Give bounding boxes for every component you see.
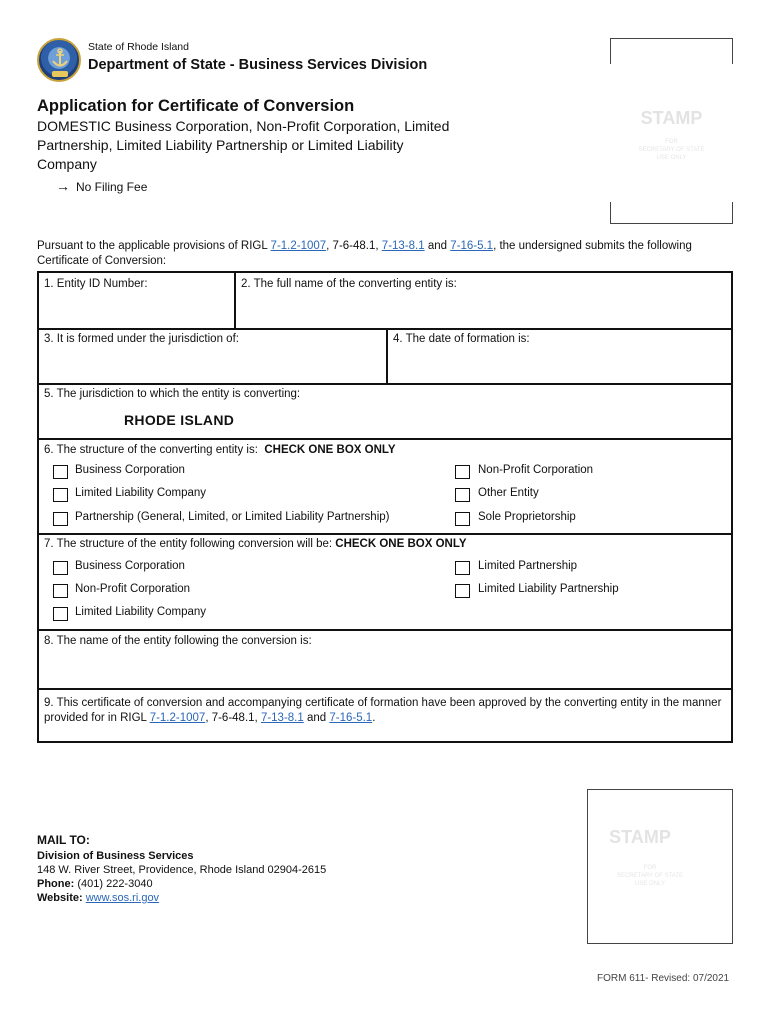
approval-text-2: , 7-6-48.1, bbox=[205, 712, 261, 724]
target-jurisdiction-value: RHODE ISLAND bbox=[124, 412, 235, 428]
option-7-llc: Limited Liability Company bbox=[75, 606, 207, 618]
formation-date-label: 4. The date of formation is: bbox=[393, 333, 530, 345]
filing-fee-note bbox=[56, 178, 147, 194]
section-6-text: 6. The structure of the converting entity is: bbox=[44, 444, 258, 456]
rigl-link-7-13-8-1-b[interactable]: 7-13-8.1 bbox=[260, 712, 304, 724]
approval-text-4: . bbox=[372, 712, 376, 724]
stamp-note-bottom-3: USE ONLY bbox=[635, 881, 665, 887]
stamp-note-bottom-1: FOR bbox=[643, 865, 657, 871]
intro-text-4: , the undersigned submits the following Certificate of Conversion: bbox=[37, 240, 692, 267]
website-link[interactable]: www.sos.ri.gov bbox=[85, 892, 160, 904]
mail-website-line bbox=[37, 891, 326, 905]
intro-text-3: and bbox=[424, 240, 451, 252]
mail-division: Division of Business Services bbox=[37, 850, 194, 862]
option-6-sole-proprietorship: Sole Proprietorship bbox=[478, 511, 576, 523]
entity-id-label: 1. Entity ID Number: bbox=[44, 278, 148, 290]
intro-text-1: Pursuant to the applicable provisions of RIGL bbox=[37, 240, 271, 252]
intro-paragraph bbox=[37, 239, 713, 269]
checkbox-6-partnership[interactable] bbox=[53, 512, 68, 526]
option-7-limited-partnership: Limited Partnership bbox=[478, 560, 578, 572]
rigl-link-7-1-2-1007[interactable]: 7-1.2-1007 bbox=[270, 240, 327, 252]
section-6-label bbox=[44, 444, 396, 456]
page-title: Application for Certificate of Conversion bbox=[37, 97, 355, 115]
stamp-note-2: SECRETARY OF STATE bbox=[638, 147, 705, 153]
option-7-business-corporation: Business Corporation bbox=[75, 560, 185, 572]
stamp-label-bottom: STAMP bbox=[609, 827, 671, 847]
checkbox-6-business-corporation[interactable] bbox=[53, 465, 68, 479]
checkbox-7-llc[interactable] bbox=[53, 607, 68, 621]
arrow-right-icon: → bbox=[56, 178, 70, 194]
page-subtitle: DOMESTIC Business Corporation, Non-Profit Corporation, Limited Partnership, Limited Liability Partnership or Limited Liability Company bbox=[37, 118, 450, 172]
option-7-llp: Limited Liability Partnership bbox=[478, 583, 619, 595]
new-entity-name-label: 8. The name of the entity following the conversion is: bbox=[44, 635, 312, 647]
checkbox-7-non-profit-corporation[interactable] bbox=[53, 584, 68, 598]
option-6-partnership: Partnership (General, Limited, or Limited Liability Partnership) bbox=[75, 511, 390, 523]
formation-date-field[interactable] bbox=[390, 348, 728, 380]
conversion-form bbox=[37, 271, 733, 743]
checkbox-6-llc[interactable] bbox=[53, 488, 68, 502]
checkbox-6-non-profit-corporation[interactable] bbox=[455, 465, 470, 479]
mail-phone-line bbox=[37, 877, 326, 891]
checkbox-7-llp[interactable] bbox=[455, 584, 470, 598]
new-entity-name-field[interactable] bbox=[41, 651, 729, 686]
rigl-link-7-16-5-1-b[interactable]: 7-16-5.1 bbox=[329, 712, 373, 724]
section-7-text: 7. The structure of the entity following conversion will be: bbox=[44, 538, 333, 550]
section-6-instruction: CHECK ONE BOX ONLY bbox=[264, 444, 396, 456]
phone-label: Phone: bbox=[37, 878, 75, 890]
website-label: Website: bbox=[37, 892, 83, 904]
intro-text-2: , 7-6-48.1, bbox=[326, 240, 382, 252]
mail-to-block bbox=[37, 833, 326, 905]
phone-value: (401) 222-3040 bbox=[77, 878, 153, 890]
anchor-icon bbox=[51, 48, 69, 70]
option-7-non-profit-corporation: Non-Profit Corporation bbox=[75, 583, 191, 595]
state-seal-logo bbox=[37, 38, 81, 82]
state-name: State of Rhode Island bbox=[88, 41, 189, 53]
rigl-link-7-1-2-1007-b[interactable]: 7-1.2-1007 bbox=[149, 712, 206, 724]
option-6-non-profit-corporation: Non-Profit Corporation bbox=[478, 464, 594, 476]
checkbox-7-limited-partnership[interactable] bbox=[455, 561, 470, 575]
option-6-llc: Limited Liability Company bbox=[75, 487, 207, 499]
checkbox-7-business-corporation[interactable] bbox=[53, 561, 68, 575]
seal-banner bbox=[52, 71, 68, 77]
stamp-note-1: FOR bbox=[665, 139, 678, 145]
stamp-box-top bbox=[610, 38, 733, 224]
jurisdiction-label: 3. It is formed under the jurisdiction of: bbox=[44, 333, 239, 345]
approval-text-3: and bbox=[303, 712, 330, 724]
stamp-note-3: USE ONLY bbox=[656, 155, 687, 161]
approval-text-1: 9. This certificate of conversion and accompanying certificate of formation have been approved by the converting entity in the manner provided for in RIGL bbox=[44, 697, 722, 724]
mail-to-heading: MAIL TO: bbox=[37, 833, 90, 847]
converting-entity-name-field[interactable] bbox=[238, 293, 728, 325]
checkbox-6-other-entity[interactable] bbox=[455, 488, 470, 502]
stamp-note-bottom-2: SECRETARY OF STATE bbox=[616, 873, 684, 879]
jurisdiction-field[interactable] bbox=[41, 348, 383, 380]
checkbox-6-sole-proprietorship[interactable] bbox=[455, 512, 470, 526]
rigl-link-7-16-5-1[interactable]: 7-16-5.1 bbox=[450, 240, 494, 252]
stamp-box-bottom bbox=[587, 789, 733, 944]
form-revision-footer: FORM 611- Revised: 07/2021 bbox=[597, 973, 730, 984]
section-7-instruction: CHECK ONE BOX ONLY bbox=[335, 538, 467, 550]
department-name: Department of State - Business Services Division bbox=[88, 57, 428, 73]
rigl-link-7-13-8-1[interactable]: 7-13-8.1 bbox=[381, 240, 425, 252]
entity-id-field[interactable] bbox=[41, 293, 231, 325]
mail-address: 148 W. River Street, Providence, Rhode Island 02904-2615 bbox=[37, 864, 327, 876]
filing-fee-text: No Filing Fee bbox=[76, 180, 148, 194]
converting-entity-name-label: 2. The full name of the converting entity is: bbox=[241, 278, 457, 290]
option-6-other-entity: Other Entity bbox=[478, 487, 539, 499]
option-6-business-corporation: Business Corporation bbox=[75, 464, 185, 476]
section-7-label bbox=[44, 538, 467, 550]
stamp-label: STAMP bbox=[640, 108, 703, 128]
target-jurisdiction-label: 5. The jurisdiction to which the entity is converting: bbox=[44, 388, 301, 400]
approval-statement bbox=[44, 696, 724, 726]
